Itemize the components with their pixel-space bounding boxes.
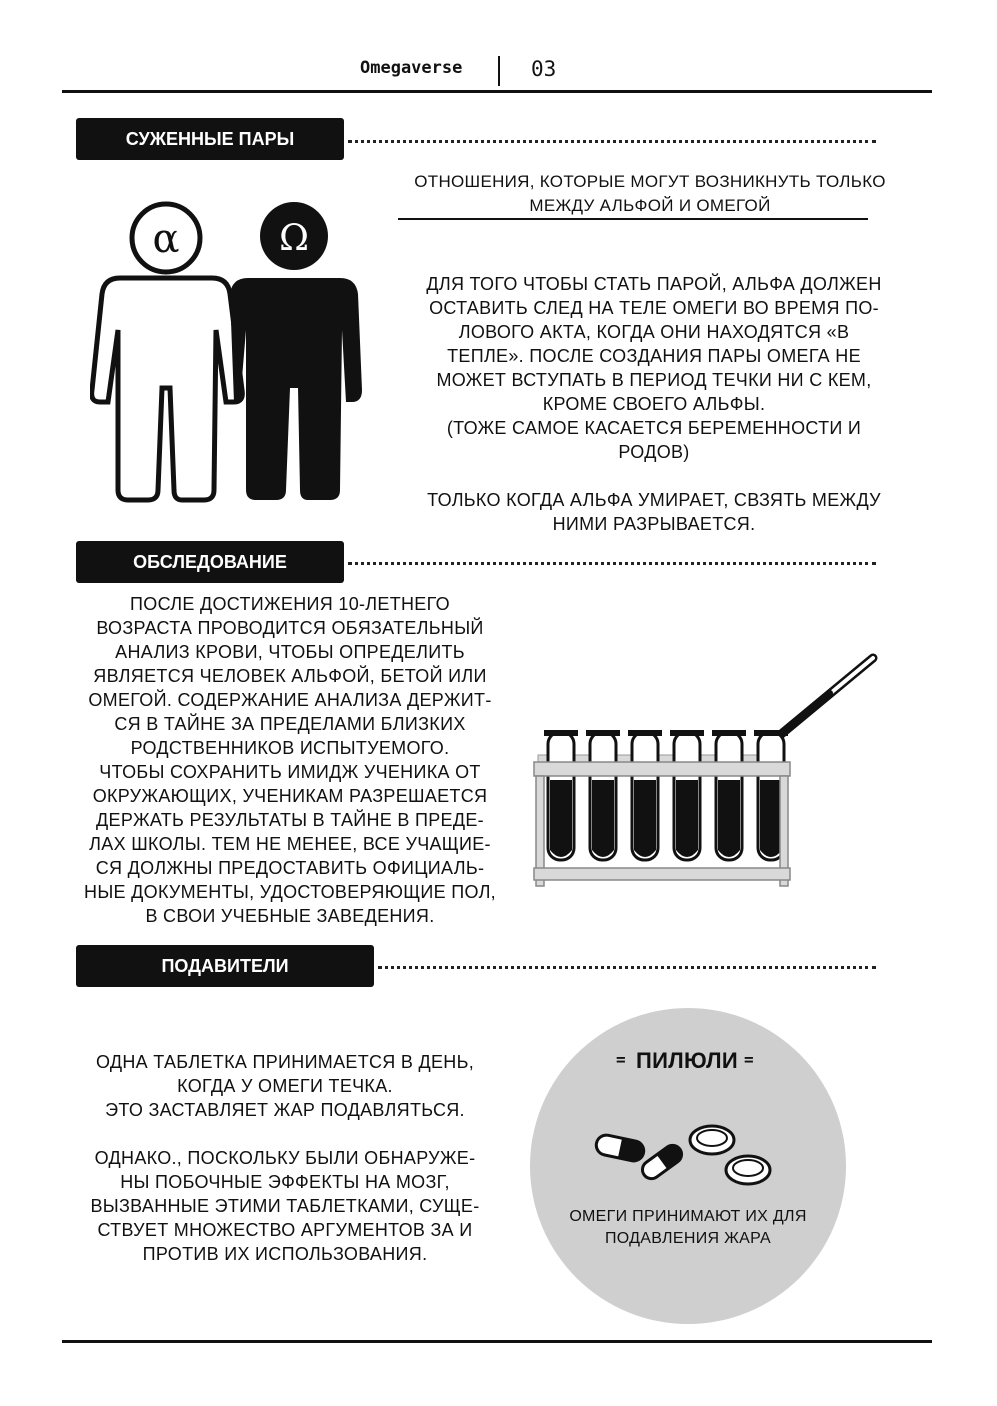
- pills-caption: ОМЕГИ ПРИНИМАЮТ ИХ ДЛЯ ПОДАВЛЕНИЯ ЖАРА: [569, 1208, 807, 1247]
- alpha-body-icon: [92, 278, 243, 500]
- pills-title: ПИЛЮЛИ: [636, 1048, 738, 1073]
- section-dots-exam: [348, 562, 876, 565]
- header-title: Omegaverse: [360, 58, 463, 78]
- alpha-omega-figures: [90, 190, 370, 510]
- pairs-body: ДЛЯ ТОГО ЧТОБЫ СТАТЬ ПАРОЙ, АЛЬФА ДОЛЖЕН ОСТАВИТЬ СЛЕД НА ТЕЛЕ ОМЕГИ ВО ВРЕМЯ ПО- ЛОВОГО АКТА, КОГДА ОНИ НАХОДЯТСЯ «В ТЕПЛЕ». ПОСЛЕ СОЗДАНИЯ ПАРЫ ОМЕГА НЕ МОЖЕТ ВСТУПАТЬ В ПЕРИОД ТЕЧКИ НИ С КЕМ, КРОМЕ СВОЕГО АЛЬФЫ. (ТОЖЕ САМОЕ КАСАЕТСЯ БЕРЕМЕННОСТИ И РОДОВ): [426, 274, 882, 462]
- bottom-rule: [62, 1340, 932, 1343]
- pills-icon: [590, 1118, 790, 1198]
- exam-body: ПОСЛЕ ДОСТИЖЕНИЯ 10-ЛЕТНЕГО ВОЗРАСТА ПРОВОДИТСЯ ОБЯЗАТЕЛЬНЫЙ АНАЛИЗ КРОВИ, ЧТОБЫ ОПРЕДЕЛИТЬ ЯВЛЯЕТСЯ ЧЕЛОВЕК АЛЬФОЙ, БЕТОЙ ИЛИ ОМЕГОЙ. СОДЕРЖАНИЕ АНАЛИЗА ДЕРЖИТ- СЯ В ТАЙНЕ ЗА ПРЕДЕЛАМИ БЛИЗКИХ РОДСТВЕННИКОВ ИСПЫТУЕМОГО. ЧТОБЫ СОХРАНИТЬ ИМИДЖ УЧЕНИКА ОТ ОКРУЖАЮЩИХ, УЧЕНИКАМ РАЗРЕШАЕТСЯ ДЕРЖАТЬ РЕЗУЛЬТАТЫ В ТАЙНЕ В ПРЕДЕ- ЛАХ ШКОЛЫ. ТЕМ НЕ МЕНЕЕ, ВСЕ УЧАЩИЕ- СЯ ДОЛЖНЫ ПРЕДОСТАВИТЬ ОФИЦИАЛЬ- НЫЕ ДОКУМЕНТЫ, УДОСТОВЕРЯЮЩИЕ ПОЛ, В СВОИ УЧЕБНЫЕ ЗАВЕДЕНИЯ.: [84, 594, 496, 926]
- pills-title-left-mark: =: [616, 1050, 626, 1069]
- section-label-suppressants: ПОДАВИТЕЛИ: [76, 945, 374, 987]
- pairs-definition: ОТНОШЕНИЯ, КОТОРЫЕ МОГУТ ВОЗНИКНУТЬ ТОЛЬКО МЕЖДУ АЛЬФОЙ И ОМЕГОЙ: [414, 172, 886, 215]
- suppressants-body-2: ОДНАКО., ПОСКОЛЬКУ БЫЛИ ОБНАРУЖЕ- НЫ ПОБОЧНЫЕ ЭФФЕКТЫ НА МОЗГ, ВЫЗВАННЫЕ ЭТИМИ ТАБЛЕТКАМИ, СУЩЕ- СТВУЕТ МНОЖЕСТВО АРГУМЕНТОВ ЗА И ПРОТИВ ИХ ИСПОЛЬЗОВАНИЯ.: [90, 1148, 480, 1264]
- header-divider: [498, 56, 500, 86]
- suppressants-body-1: ОДНА ТАБЛЕТКА ПРИНИМАЕТСЯ В ДЕНЬ, КОГДА У ОМЕГИ ТЕЧКА. ЭТО ЗАСТАВЛЯЕТ ЖАР ПОДАВЛЯТЬСЯ.: [95, 1052, 475, 1120]
- section-label-pairs: СУЖЕННЫЕ ПАРЫ: [76, 118, 344, 160]
- alpha-symbol: α: [152, 216, 180, 262]
- page-number: 03: [531, 57, 557, 81]
- definition-underline: [398, 218, 868, 220]
- top-rule: [62, 90, 932, 93]
- pairs-note: ТОЛЬКО КОГДА АЛЬФА УМИРАЕТ, СВЗЯТЬ МЕЖДУ НИМИ РАЗРЫВАЕТСЯ.: [427, 490, 881, 534]
- section-dots-suppressants: [378, 966, 876, 969]
- pills-title-right-mark: =: [744, 1050, 754, 1069]
- test-tube-rack-icon: [530, 650, 880, 890]
- section-label-exam: ОБСЛЕДОВАНИЕ: [76, 541, 344, 583]
- omega-symbol: Ω: [279, 218, 309, 259]
- omega-body-icon: [230, 278, 362, 500]
- section-dots-pairs: [348, 140, 876, 143]
